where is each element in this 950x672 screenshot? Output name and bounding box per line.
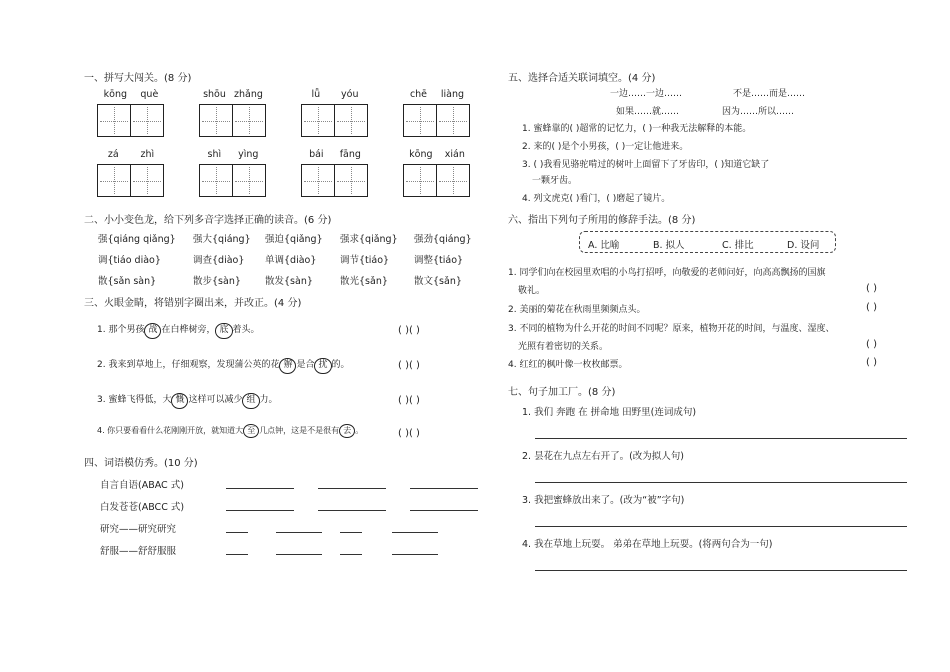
answer-line[interactable] — [226, 510, 294, 511]
sentence-text: 4. 你只要看看什么花刚刚开放，就知道大 — [97, 426, 244, 435]
pinyin: liàng — [440, 89, 465, 100]
section-7-title: 七、句子加工厂。(8 分) — [508, 387, 616, 398]
answer-parens[interactable]: ( )( ) — [398, 395, 420, 406]
writing-cell[interactable] — [334, 104, 368, 137]
fill-sentence[interactable]: 2. 来的( )是个小男孩，( )一定让他进来。 — [522, 142, 689, 152]
answer-line[interactable] — [226, 532, 248, 533]
imitation-item: 白发苍苍(ABCC 式) — [100, 502, 185, 513]
sentence-task: 1. 我们 奔跑 在 拼命地 田野里(连词成句) — [522, 407, 697, 418]
writing-cell[interactable] — [199, 104, 233, 137]
sentence-task: 4. 我在草地上玩耍。 弟弟在草地上玩耍。(将两句合为一句) — [522, 539, 773, 550]
sentence-task: 2. 昙花在九点左右开了。(改为拟人句) — [522, 451, 684, 462]
pinyin: kōng — [409, 149, 433, 160]
fill-sentence[interactable]: 1. 蜜蜂靠的( )超常的记忆力，( )一种我无法解释的本能。 — [522, 124, 752, 134]
writing-cell[interactable] — [403, 164, 437, 197]
rhetoric-option: C. 排比 — [722, 240, 754, 251]
answer-line[interactable] — [535, 482, 907, 483]
answer-parens[interactable]: ( )( ) — [398, 428, 420, 439]
section-3-title: 三、火眼金睛，将错别字圈出来，并改正。(4 分) — [84, 298, 302, 309]
rhetoric-option: A. 比喻 — [588, 240, 620, 251]
circled-char[interactable]: 战 — [144, 323, 161, 339]
sentence-text: 1. 那个男孩 — [97, 325, 145, 335]
fill-sentence[interactable]: 4. 列文虎克( )看门，( )磨起了镜片。 — [522, 194, 671, 204]
polyphone-choice[interactable]: 调查{diào} — [193, 255, 245, 266]
sentence-task: 3. 我把蜜蜂放出来了。(改为“被”字句) — [522, 495, 685, 506]
pinyin: lǚ — [311, 89, 321, 100]
pinyin: zhì — [140, 149, 155, 160]
answer-parens[interactable]: ( )( ) — [398, 325, 420, 336]
rhetoric-sentence-continued: 敬礼。 — [518, 286, 546, 296]
circled-char[interactable]: 底 — [215, 323, 232, 339]
circled-char[interactable]: 去 — [339, 424, 355, 438]
pinyin: què — [140, 89, 159, 100]
answer-line[interactable] — [535, 526, 907, 527]
circled-char[interactable]: 慨 — [171, 393, 188, 409]
imitation-item: 舒服——舒舒服服 — [100, 546, 177, 557]
writing-cell[interactable] — [403, 104, 437, 137]
writing-cell[interactable] — [232, 104, 266, 137]
answer-line[interactable] — [392, 532, 438, 533]
writing-cell[interactable] — [436, 104, 470, 137]
polyphone-choice[interactable]: 散步{sàn} — [193, 276, 241, 287]
sentence-text: 这样可以减少 — [188, 395, 243, 405]
fill-sentence[interactable]: 3. ( )我看见骆驼啃过的树叶上面留下了牙齿印，( )知道它缺了 — [522, 160, 770, 170]
pinyin: yìng — [238, 149, 259, 160]
writing-cell[interactable] — [97, 104, 131, 137]
pinyin: chē — [409, 89, 428, 100]
writing-cell[interactable] — [334, 164, 368, 197]
polyphone-choice[interactable]: 散光{sǎn} — [340, 276, 388, 287]
answer-line[interactable] — [410, 488, 478, 489]
answer-paren[interactable]: ( ) — [866, 339, 877, 350]
writing-cell[interactable] — [301, 164, 335, 197]
polyphone-head: 散{sǎn sàn} — [98, 276, 157, 287]
answer-line[interactable] — [318, 510, 386, 511]
imitation-item: 研究——研究研究 — [100, 524, 177, 535]
polyphone-choice[interactable]: 调整{tiáo} — [414, 255, 464, 266]
pinyin: yóu — [341, 89, 359, 100]
writing-cell[interactable] — [232, 164, 266, 197]
section-6-title: 六、指出下列句子所用的修辞手法。(8 分) — [508, 215, 696, 226]
polyphone-choice[interactable]: 强劲{qiáng} — [414, 234, 472, 245]
answer-line[interactable] — [226, 554, 248, 555]
sentence-text: 3. 蜜蜂飞得低，大 — [97, 395, 172, 405]
polyphone-head: 调{tiáo diào} — [98, 255, 161, 266]
answer-line[interactable] — [410, 510, 478, 511]
pinyin: zá — [107, 149, 119, 160]
polyphone-choice[interactable]: 调节{tiáo} — [340, 255, 390, 266]
sentence-text: 2. 我来到草地上，仔细观察，发现蒲公英的花 — [97, 360, 280, 370]
polyphone-choice[interactable]: 强迫{qiǎng} — [265, 234, 323, 245]
writing-cell[interactable] — [301, 104, 335, 137]
sentence-text: 。 — [355, 426, 364, 435]
pinyin: shōu — [203, 89, 226, 100]
conjunction-option: 一边……一边…… — [610, 89, 683, 99]
polyphone-choice[interactable]: 强求{qiǎng} — [340, 234, 398, 245]
answer-parens[interactable]: ( )( ) — [398, 360, 420, 371]
polyphone-choice[interactable]: 散文{sǎn} — [414, 276, 462, 287]
circled-char[interactable]: 扰 — [314, 358, 331, 374]
answer-line[interactable] — [340, 554, 362, 555]
pinyin: xián — [444, 149, 465, 160]
answer-line[interactable] — [535, 438, 907, 439]
answer-line[interactable] — [276, 554, 322, 555]
answer-line[interactable] — [276, 532, 322, 533]
section-2-title: 二、小小变色龙，给下列多音字选择正确的读音。(6 分) — [84, 215, 332, 226]
fill-sentence-continued: 一颗牙齿。 — [532, 176, 578, 186]
conjunction-option: 如果……就…… — [616, 107, 680, 117]
sentence-text: 是合 — [296, 360, 315, 370]
pinyin: shì — [207, 149, 222, 160]
pinyin: bái — [309, 149, 324, 160]
answer-line[interactable] — [340, 532, 362, 533]
answer-line[interactable] — [318, 488, 386, 489]
pinyin: fāng — [339, 149, 361, 160]
rhetoric-sentence: 4. 红红的枫叶像一枚枚邮票。 — [508, 360, 628, 370]
pinyin: zhǎng — [234, 89, 263, 100]
error-sentence-4 — [97, 424, 363, 438]
answer-paren[interactable]: ( ) — [866, 302, 877, 313]
rhetoric-sentence: 1. 同学们向在校园里欢唱的小鸟打招呼，向敬爱的老师问好，向高高飘扬的国旗 — [508, 268, 826, 278]
conjunction-option: 因为……所以…… — [722, 107, 795, 117]
sentence-text: 力。 — [259, 395, 278, 405]
answer-line[interactable] — [392, 554, 438, 555]
polyphone-choice[interactable]: 单调{diào} — [265, 255, 317, 266]
rhetoric-option: B. 拟人 — [653, 240, 685, 251]
circled-char[interactable]: 组 — [242, 393, 259, 409]
rhetoric-sentence-continued: 光照有着密切的关系。 — [518, 342, 609, 352]
section-4-title: 四、词语模仿秀。(10 分) — [84, 458, 198, 469]
polyphone-choice[interactable]: 强大{qiáng} — [193, 234, 251, 245]
answer-line[interactable] — [226, 488, 294, 489]
answer-paren[interactable]: ( ) — [866, 283, 877, 294]
pinyin: kōng — [103, 89, 128, 100]
answer-paren[interactable]: ( ) — [866, 357, 877, 368]
polyphone-head: 强{qiáng qiǎng} — [98, 234, 176, 245]
rhetoric-option: D. 设问 — [787, 240, 820, 251]
writing-cell[interactable] — [130, 104, 164, 137]
section-1-title: 一、拼写大闯关。(8 分) — [84, 73, 192, 84]
polyphone-choice[interactable]: 散发{sàn} — [265, 276, 313, 287]
writing-cell[interactable] — [97, 164, 131, 197]
section-5-title: 五、选择合适关联词填空。(4 分) — [508, 73, 656, 84]
imitation-item: 自言自语(ABAC 式) — [100, 480, 184, 491]
answer-line[interactable] — [535, 570, 907, 571]
error-sentence-1 — [97, 322, 260, 339]
writing-cell[interactable] — [436, 164, 470, 197]
rhetoric-sentence: 2. 美丽的菊花在秋雨里频频点头。 — [508, 305, 646, 315]
sentence-text: 在白桦树旁， — [161, 325, 216, 335]
writing-cell[interactable] — [130, 164, 164, 197]
error-sentence-3 — [97, 392, 278, 409]
conjunction-option: 不是……而是…… — [733, 89, 806, 99]
sentence-text: 几点钟，这是不是很有 — [259, 426, 340, 435]
error-sentence-2 — [97, 357, 350, 374]
circled-char[interactable]: 至 — [243, 424, 259, 438]
rhetoric-sentence: 3. 不同的植物为什么开花的时间不同呢？原来，植物开花的时间，与温度、湿度、 — [508, 324, 835, 334]
sentence-text: 的。 — [331, 360, 350, 370]
circled-char[interactable]: 辦 — [279, 358, 296, 374]
writing-cell[interactable] — [199, 164, 233, 197]
sentence-text: 着头。 — [232, 325, 260, 335]
